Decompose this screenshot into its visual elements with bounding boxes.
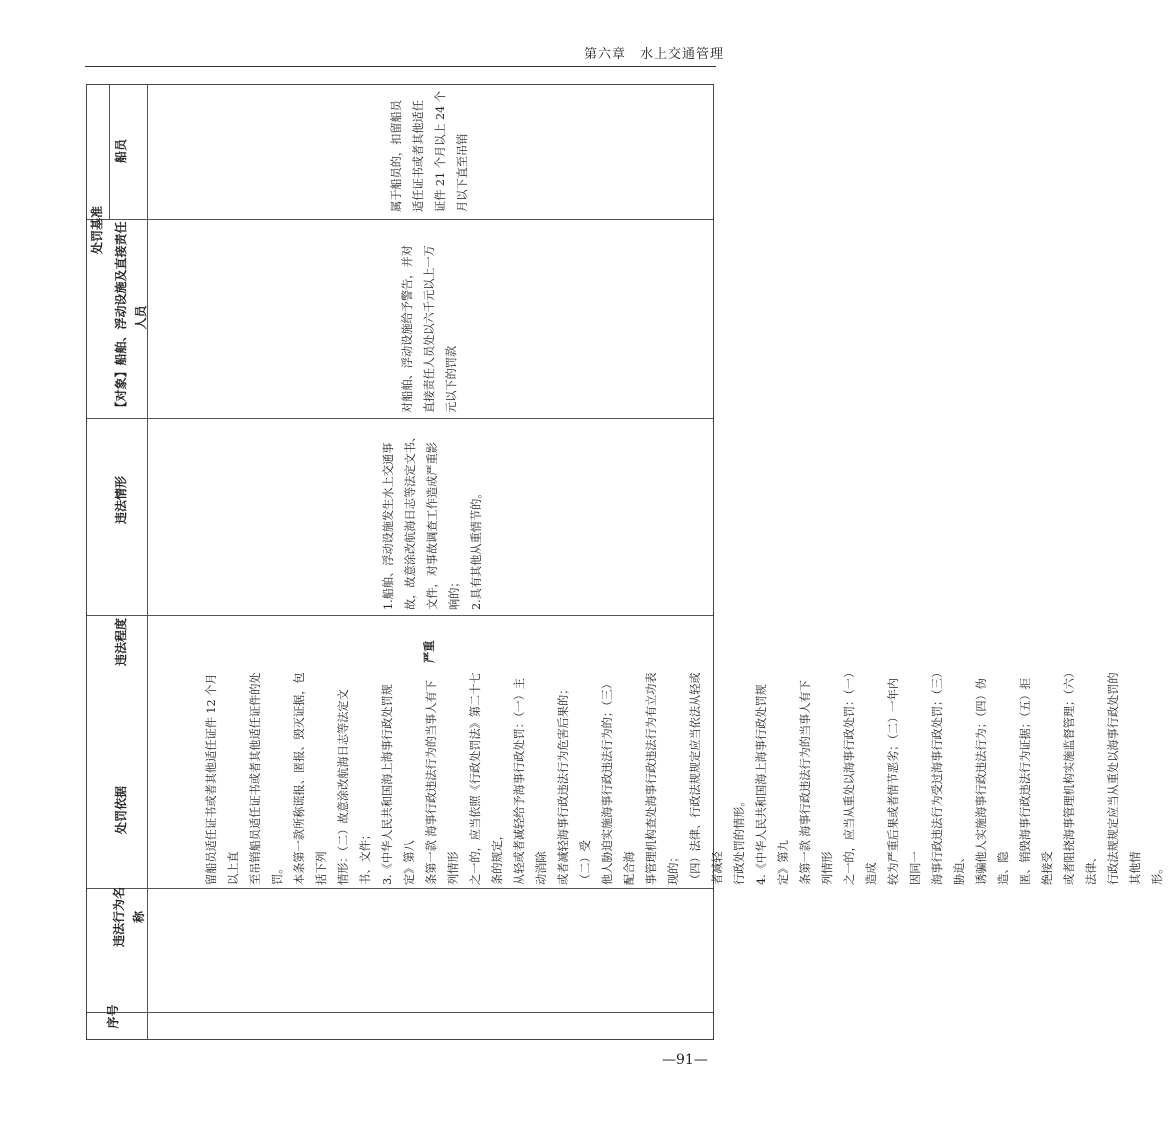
header-object-vessel: 【对象】船舶、浮动设施及直接责任人员 (114, 221, 148, 414)
chapter-header: 第六章 水上交通管理 (583, 47, 724, 62)
sep-name-basis (87, 888, 713, 889)
degree-text: 严重 (422, 640, 436, 663)
basis-line: 本条第一款所称谎报、匿报、毁灭证据，包括下列 (293, 672, 328, 885)
header-no: 序号 (106, 1004, 120, 1029)
basis-line: 行政处罚的情形。 (733, 795, 746, 885)
basis-line: 匿、销毁海事行政违法行为证据；（五）拒绝接受 (1019, 678, 1054, 885)
basis-line: 条第一款 海事行政违法行为的当事人有下列情形 (799, 680, 834, 885)
crew-penalty-line: 证件 21 个月以上 24 个 (434, 90, 447, 212)
basis-line: 海事行政违法行为受过海事行政处罚；（三）胁迫、 (931, 672, 966, 885)
crew-penalty-text (386, 87, 474, 212)
sep-no-name (87, 1012, 713, 1013)
vessel-penalty-line: 元以下的罚款 (445, 345, 458, 413)
basis-line: 从轻或者减轻给予海事行政处罚：（一）主动消除 (513, 678, 548, 885)
basis-line: 或者阻挠海事管理机构实施监督管理；（六）法律、 (1063, 672, 1098, 885)
basis-line: 形。 (1151, 862, 1164, 885)
basis-line: 条第一款 海事行政违法行为的当事人有下列情形 (425, 680, 460, 885)
circumstances-line: 响的； (448, 576, 461, 610)
circumstances-line: 文件，对事故调查工作造成严重影 (426, 442, 439, 610)
circumstances-line: 1.船舶、浮动设施发生水上交通事 (382, 442, 395, 610)
basis-line: 较为严重后果或者情节恶劣；（二）一年内因同一 (887, 678, 922, 885)
header-circumstances: 违法情形 (114, 476, 128, 525)
vessel-penalty-text (397, 223, 463, 413)
basis-line: 之一的，应当从重处以海事行政处罚：（一）造成 (843, 672, 878, 885)
crew-penalty-line: 属于船员的，扣留船员 (390, 100, 403, 212)
header-standard: 处罚基准 (90, 206, 104, 255)
basis-line: 行政法规规定应当从重处以海事行政处罚的其他情 (1107, 672, 1142, 885)
basis-text (201, 669, 1169, 885)
basis-line: 他人胁迫实施海事行政违法行为的；（三）配合海 (601, 678, 636, 885)
header-degree: 违法程度 (114, 618, 128, 667)
basis-line: 诱骗他人实施海事行政违法行为；（四）伪造、隐 (975, 678, 1010, 885)
basis-line: 3.《中华人民共和国海上海事行政处罚规定》第八 (381, 684, 416, 885)
circumstances-line: 2.具有其他从重情节的。 (470, 487, 483, 610)
basis-line: 情形：（二）故意涂改航海日志等法定文书、文件； (337, 689, 372, 885)
circumstances-line: 故，故意涂改航海日志等法定文书、 (404, 430, 417, 610)
basis-line: （四）法律、行政法规规定应当依法从轻或者减轻 (689, 672, 724, 885)
basis-line: 4.《中华人民共和国海上海事行政处罚规定》第九 (755, 684, 790, 885)
header-object-crew: 船员 (114, 139, 128, 164)
header-rule (85, 66, 716, 67)
basis-line: 留船员适任证书或者其他适任证件 12 个月以上直 (205, 673, 240, 885)
vessel-penalty-line: 直接责任人员处以六千元以上一万 (423, 245, 436, 413)
sep-degree-circ (87, 418, 713, 419)
crew-penalty-line: 月以下直至吊销 (456, 133, 469, 212)
vessel-penalty-line: 对船舶、浮动设施给予警告，并对 (401, 245, 414, 413)
basis-line: 之一的，应当依照《行政处罚法》第二十七条的规定， (469, 672, 504, 885)
sep-standard-band (109, 85, 110, 219)
page-number: —91— (662, 1052, 708, 1068)
basis-line: 事管理机构查处海事行政违法行为有立功表现的； (645, 672, 680, 885)
sep-basis-degree (87, 615, 713, 616)
header-basis: 处罚依据 (114, 786, 128, 835)
circumstances-text (378, 420, 488, 610)
sep-circ-standard (87, 219, 713, 220)
basis-line: 或者减轻海事行政违法行为危害后果的；（二）受 (557, 683, 592, 885)
basis-line: 至吊销船员适任证书或者其他适任证件的处罚。 (249, 672, 284, 885)
crew-penalty-line: 适任证书或者其他适任 (412, 100, 425, 212)
header-name: 违法行为名称 (112, 887, 146, 948)
